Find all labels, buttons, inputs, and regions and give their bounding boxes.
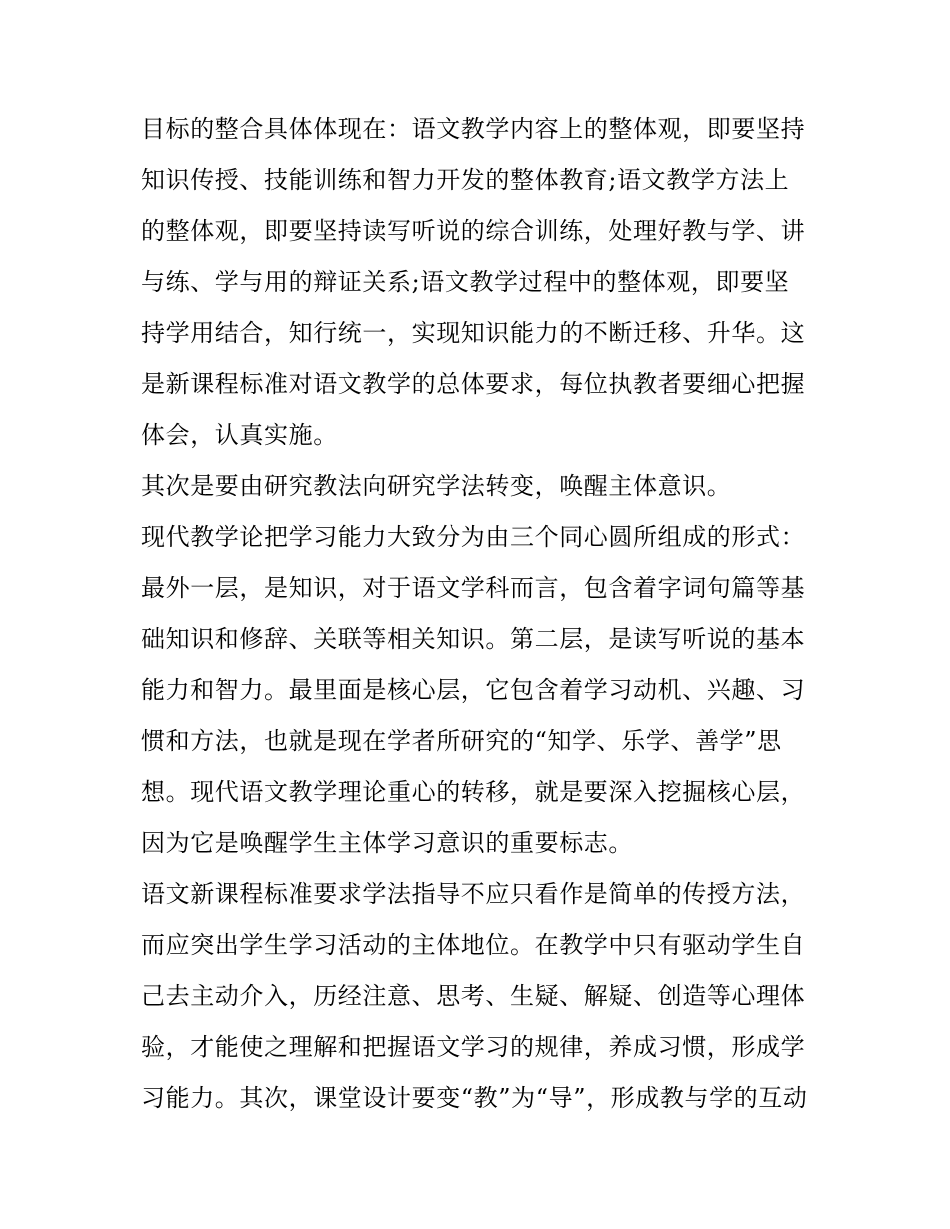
text-line: 惯和方法，也就是现在学者所研究的“知学、乐学、善学”思 [141,727,782,755]
document-body [141,104,821,1124]
text-line: 习能力。其次，课堂设计要变“教”为“导”，形成教与学的互动 [141,1084,808,1112]
text-line: 现代教学论把学习能力大致分为由三个同心圆所组成的形式： [141,523,806,551]
text-line: 体会，认真实施。 [141,421,338,449]
text-line: 验，才能使之理解和把握语文学习的规律，养成习惯，形成学 [141,1033,806,1061]
text-line: 目标的整合具体体现在：语文教学内容上的整体观，即要坚持 [141,115,806,143]
text-line: 而应突出学生学习活动的主体地位。在教学中只有驱动学生自 [141,931,806,959]
text-line: 知识传授、技能训练和智力开发的整体教育;语文教学方法上 [141,166,790,194]
text-line: 其次是要由研究教法向研究学法转变，唤醒主体意识。 [141,472,732,500]
text-line: 语文新课程标准要求学法指导不应只看作是简单的传授方法， [141,880,806,908]
text-line: 持学用结合，知行统一，实现知识能力的不断迁移、升华。这 [141,319,806,347]
text-line: 因为它是唤醒学生主体学习意识的重要标志。 [141,829,633,857]
text-line: 是新课程标准对语文教学的总体要求，每位执教者要细心把握 [141,370,806,398]
text-line: 能力和智力。最里面是核心层，它包含着学习动机、兴趣、习 [141,676,806,704]
text-line: 己去主动介入，历经注意、思考、生疑、解疑、创造等心理体 [141,982,806,1010]
text-line: 想。现代语文教学理论重心的转移，就是要深入挖掘核心层， [141,778,806,806]
text-line: 与练、学与用的辩证关系;语文教学过程中的整体观，即要坚 [141,268,790,296]
text-line: 最外一层，是知识，对于语文学科而言，包含着字词句篇等基 [141,574,806,602]
text-line: 础知识和修辞、关联等相关知识。第二层，是读写听说的基本 [141,625,806,653]
text-line: 的整体观，即要坚持读写听说的综合训练，处理好教与学、讲 [141,217,806,245]
